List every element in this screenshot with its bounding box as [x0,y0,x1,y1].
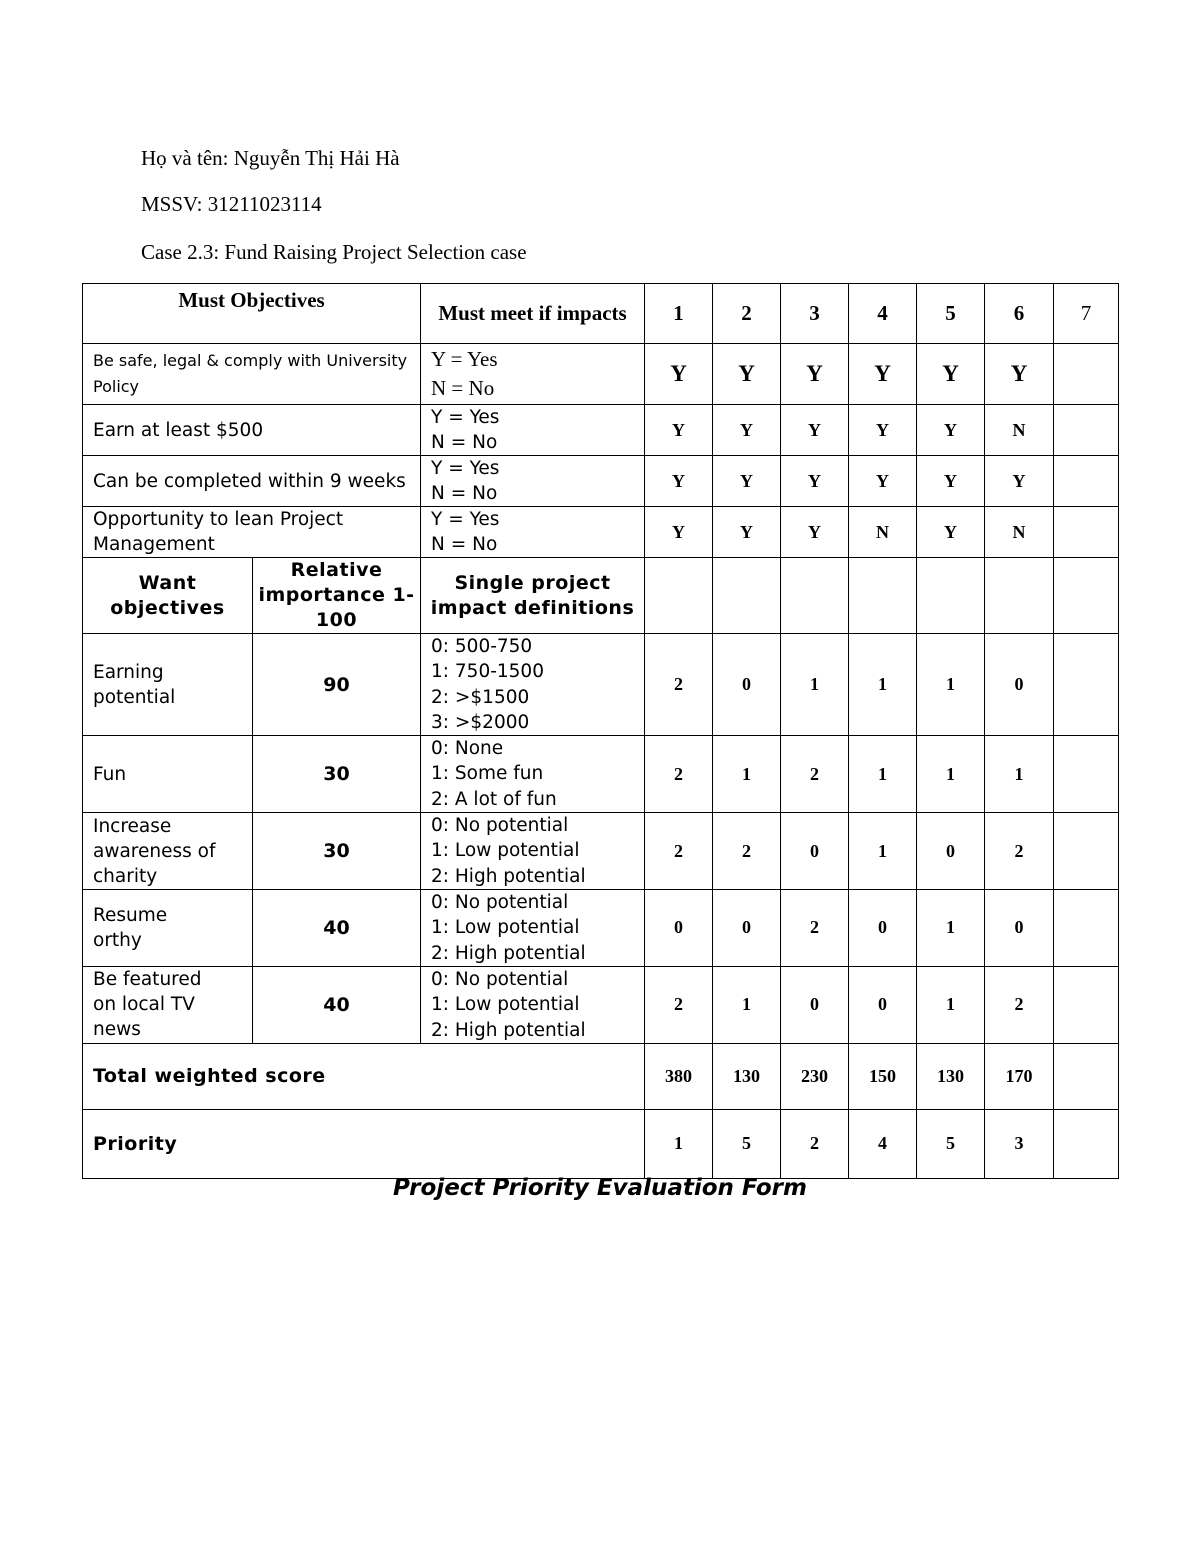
impact-definitions [421,634,645,736]
yes-no-legend [421,344,645,405]
relative-importance-header: Relative importance 1-100 [253,558,421,634]
project-header-5: 5 [917,284,985,344]
priority-value: 4 [849,1109,917,1178]
want-objective-line: awareness of [93,840,216,862]
want-row [83,736,1119,813]
weight-value: 40 [253,889,421,966]
yes-legend: Y = Yes [431,347,498,371]
empty-cell [985,558,1054,634]
want-objective-line: charity [93,865,158,887]
want-objective-line: Increase [93,815,172,837]
score-cell: 2 [985,813,1054,890]
must-mark: Y [849,405,917,456]
must-mark: Y [713,456,781,507]
total-value: 130 [713,1043,781,1109]
want-objective-line: Fun [93,763,127,785]
must-mark: Y [985,344,1054,405]
priority-value: 2 [781,1109,849,1178]
score-cell: 2 [645,634,713,736]
want-objective-line: potential [93,686,176,708]
score-cell: 1 [917,736,985,813]
must-meet-header: Must meet if impacts [421,284,645,344]
impact-definition: 1: Low potential [431,994,580,1016]
project-header-4: 4 [849,284,917,344]
yes-legend: Y = Yes [431,407,500,428]
want-objective-line: Resume [93,904,168,926]
must-mark: Y [645,344,713,405]
empty-cell [917,558,985,634]
student-id-line: MSSV: 31211023114 [141,192,322,216]
impact-definition: 2: High potential [431,865,586,887]
score-cell: 0 [713,634,781,736]
score-cell: 1 [917,634,985,736]
priority-value: 3 [985,1109,1054,1178]
score-cell [1054,813,1119,890]
want-header-row [83,558,1119,634]
want-objective-line: on local TV [93,994,195,1016]
must-row [83,507,1119,558]
must-mark: N [985,405,1054,456]
want-row [83,889,1119,966]
must-mark [1054,456,1119,507]
must-mark: Y [781,456,849,507]
priority-value [1054,1109,1119,1178]
impact-definition: 0: No potential [431,891,569,913]
yes-no-legend [421,507,645,558]
score-cell: 0 [985,634,1054,736]
score-cell: 2 [645,966,713,1043]
impact-definitions [421,813,645,890]
must-mark: Y [781,344,849,405]
yes-legend: Y = Yes [431,458,500,479]
impact-definitions-header: Single project impact definitions [421,558,645,634]
impact-definition: 2: A lot of fun [431,788,557,810]
project-header-7: 7 [1054,284,1119,344]
no-legend: N = No [431,483,498,504]
must-mark [1054,507,1119,558]
project-priority-table [82,283,1119,1179]
impact-definition: 3: >$2000 [431,711,530,733]
want-objective-line: news [93,1019,141,1041]
must-row [83,456,1119,507]
score-cell: 1 [917,966,985,1043]
want-objective-label [83,736,253,813]
yes-no-legend [421,456,645,507]
must-mark: Y [713,344,781,405]
want-objective-label [83,813,253,890]
impact-definition: 1: Some fun [431,763,544,785]
want-objective-label [83,966,253,1043]
impact-definition: 2: High potential [431,1019,586,1041]
must-mark: Y [781,405,849,456]
must-mark [1054,344,1119,405]
total-value: 150 [849,1043,917,1109]
must-mark: Y [849,456,917,507]
score-cell: 2 [781,889,849,966]
score-cell: 2 [645,736,713,813]
priority-value: 5 [917,1109,985,1178]
must-objective-label: Can be completed within 9 weeks [83,456,421,507]
empty-cell [645,558,713,634]
must-objectives-header: Must Objectives [83,284,421,344]
want-objective-line: Be featured [93,969,202,991]
must-mark: Y [645,405,713,456]
score-cell: 2 [985,966,1054,1043]
impact-definition: 1: Low potential [431,840,580,862]
no-legend: N = No [431,376,495,400]
total-label: Total weighted score [83,1043,645,1109]
weight-value: 30 [253,736,421,813]
impact-definition: 0: None [431,738,504,760]
must-mark: Y [985,456,1054,507]
priority-value: 1 [645,1109,713,1178]
impact-definition: 0: No potential [431,968,569,990]
yes-legend: Y = Yes [431,509,500,530]
weight-value: 90 [253,634,421,736]
empty-cell [1054,558,1119,634]
form-caption: Project Priority Evaluation Form [393,1175,807,1201]
must-mark: Y [713,507,781,558]
score-cell: 2 [713,813,781,890]
empty-cell [713,558,781,634]
score-cell: 1 [849,813,917,890]
want-objective-line: Earning [93,661,164,683]
impact-definition: 1: Low potential [431,917,580,939]
score-cell: 1 [849,634,917,736]
must-row [83,344,1119,405]
no-legend: N = No [431,534,498,555]
want-objective-line: orthy [93,929,142,951]
must-mark: Y [917,507,985,558]
want-objective-label [83,634,253,736]
priority-label: Priority [83,1109,645,1178]
must-mark: Y [713,405,781,456]
project-header-6: 6 [985,284,1054,344]
score-cell: 0 [917,813,985,890]
empty-cell [849,558,917,634]
must-mark: Y [645,456,713,507]
project-header-3: 3 [781,284,849,344]
no-legend: N = No [431,432,498,453]
impact-definition: 2: >$1500 [431,686,530,708]
score-cell [1054,889,1119,966]
total-value: 380 [645,1043,713,1109]
want-row [83,634,1119,736]
score-cell: 1 [849,736,917,813]
score-cell: 0 [781,813,849,890]
yes-no-legend [421,405,645,456]
must-mark [1054,405,1119,456]
must-mark: Y [645,507,713,558]
impact-definition: 1: 750-1500 [431,661,544,683]
score-cell: 2 [781,736,849,813]
score-cell [1054,634,1119,736]
project-header-2: 2 [713,284,781,344]
score-cell: 0 [849,889,917,966]
must-objective-label: Be safe, legal & comply with University Policy [83,344,421,405]
priority-row [83,1109,1119,1178]
must-header-row [83,284,1119,344]
case-title-line: Case 2.3: Fund Raising Project Selection case [141,240,527,264]
must-mark: Y [781,507,849,558]
impact-definitions [421,736,645,813]
must-row [83,405,1119,456]
want-row [83,813,1119,890]
total-value: 130 [917,1043,985,1109]
want-row [83,966,1119,1043]
total-value: 230 [781,1043,849,1109]
must-mark: N [849,507,917,558]
impact-definition: 2: High potential [431,942,586,964]
total-row [83,1043,1119,1109]
impact-definitions [421,966,645,1043]
priority-value: 5 [713,1109,781,1178]
score-cell: 1 [781,634,849,736]
weight-value: 30 [253,813,421,890]
must-mark: Y [917,456,985,507]
impact-definitions [421,889,645,966]
must-mark: Y [849,344,917,405]
score-cell: 0 [849,966,917,1043]
must-mark: Y [917,344,985,405]
student-name-line: Họ và tên: Nguyễn Thị Hải Hà [141,146,400,170]
score-cell: 0 [985,889,1054,966]
weight-value: 40 [253,966,421,1043]
score-cell: 1 [985,736,1054,813]
want-objectives-header: Want objectives [83,558,253,634]
must-mark: Y [917,405,985,456]
total-value: 170 [985,1043,1054,1109]
impact-definition: 0: No potential [431,815,569,837]
score-cell: 1 [713,736,781,813]
score-cell [1054,966,1119,1043]
score-cell [1054,736,1119,813]
must-mark: N [985,507,1054,558]
score-cell: 0 [781,966,849,1043]
empty-cell [781,558,849,634]
score-cell: 0 [645,889,713,966]
impact-definition: 0: 500-750 [431,636,533,657]
total-value [1054,1043,1119,1109]
want-objective-label [83,889,253,966]
score-cell: 0 [713,889,781,966]
must-objective-label: Opportunity to lean Project Management [83,507,421,558]
project-header-1: 1 [645,284,713,344]
score-cell: 1 [713,966,781,1043]
score-cell: 1 [917,889,985,966]
must-objective-label: Earn at least $500 [83,405,421,456]
score-cell: 2 [645,813,713,890]
